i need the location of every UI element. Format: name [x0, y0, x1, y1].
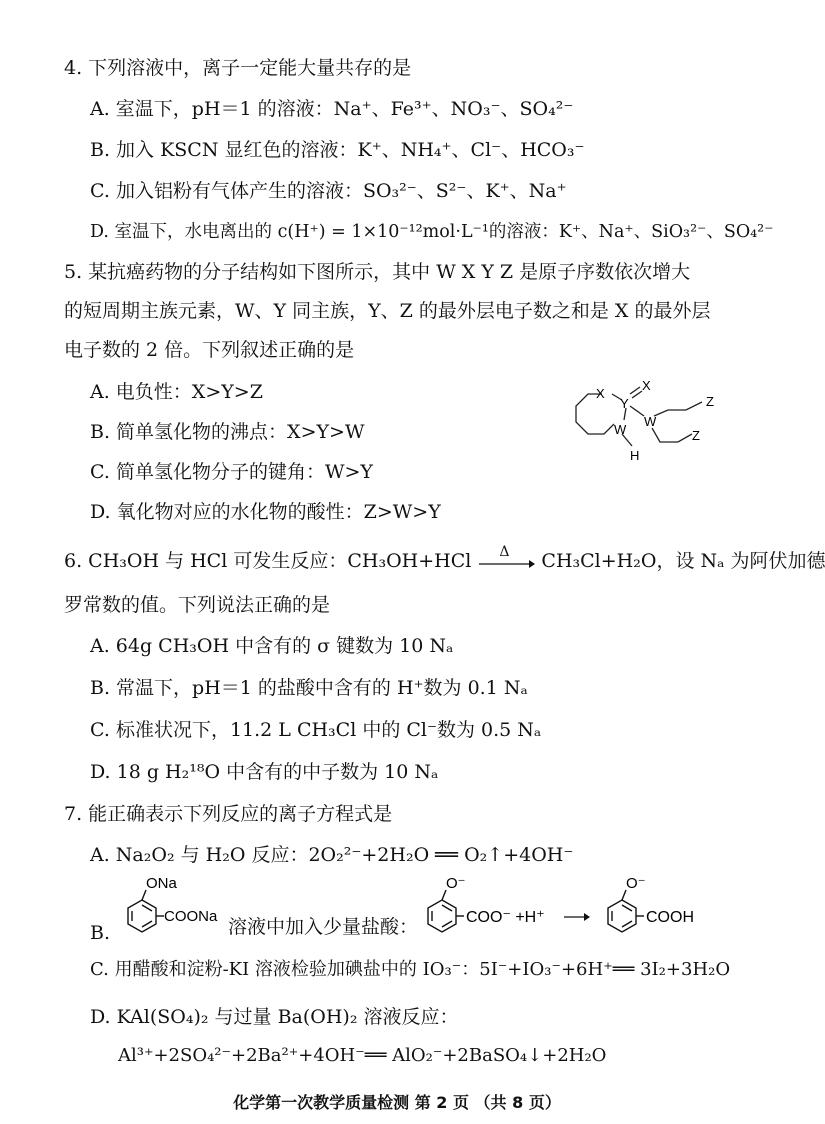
q7-stem: 7. 能正确表示下列反应的离子方程式是 — [64, 803, 393, 825]
atom-z-1: Z — [706, 394, 714, 409]
atom-y: Y — [620, 396, 629, 411]
q5-option-b: B. 简单氢化物的沸点：X>Y>W — [90, 421, 365, 443]
benzene-ring-3 — [592, 872, 702, 944]
molecular-structure-diagram — [560, 372, 730, 467]
arrow-icon — [477, 549, 535, 575]
q7-option-d-1: D. KAl(SO₄)₂ 与过量 Ba(OH)₂ 溶液反应： — [90, 1006, 459, 1028]
reaction-arrow — [477, 544, 535, 575]
benzene-ring-2 — [412, 872, 592, 944]
q4-option-c: C. 加入铝粉有气体产生的溶液：SO₃²⁻、S²⁻、K⁺、Na⁺ — [90, 180, 567, 202]
q7-option-a: A. Na₂O₂ 与 H₂O 反应：2O₂²⁻+2H₂O ══ O₂↑+4OH⁻ — [90, 844, 574, 866]
atom-h: H — [630, 448, 640, 463]
substituent-cooh: COOH — [646, 909, 694, 926]
atom-w-1: W — [614, 422, 627, 437]
atom-x-1: X — [596, 386, 605, 401]
q6-stem-2: 罗常数的值。下列说法正确的是 — [64, 594, 331, 616]
substituent-o-minus-1: O⁻ — [446, 875, 466, 892]
substituent-o-minus-2: O⁻ — [626, 875, 646, 892]
q6-stem-1-post: CH₃Cl+H₂O，设 Nₐ 为阿伏加德 — [541, 550, 825, 572]
q4-option-d: D. 室温下，水电离出的 c(H⁺) = 1×10⁻¹²mol·L⁻¹的溶液：K⁺、Na⁺、SiO₃²⁻、SO₄²⁻ — [90, 222, 774, 242]
substituent-coo-minus: COO⁻ +H⁺ — [466, 909, 545, 926]
q6-option-c: C. 标准状况下，11.2 L CH₃Cl 中的 Cl⁻数为 0.5 Nₐ — [90, 719, 542, 741]
atom-w-2: W — [644, 414, 657, 429]
q6-option-d: D. 18 g H₂¹⁸O 中含有的中子数为 10 Nₐ — [90, 761, 439, 783]
q4-option-b: B. 加入 KSCN 显红色的溶液：K⁺、NH₄⁺、Cl⁻、HCO₃⁻ — [90, 139, 585, 161]
q7-option-b-label: B. — [90, 922, 111, 944]
q5-stem-3: 电子数的 2 倍。下列叙述正确的是 — [64, 339, 355, 361]
q6-option-a: A. 64g CH₃OH 中含有的 σ 键数为 10 Nₐ — [90, 635, 454, 657]
q6-stem-1 — [64, 544, 825, 575]
q6-option-b: B. 常温下，pH＝1 的盐酸中含有的 H⁺数为 0.1 Nₐ — [90, 677, 528, 699]
q7-option-b-text: 溶液中加入少量盐酸： — [228, 916, 419, 938]
substituent-ona: ONa — [146, 875, 177, 892]
atom-z-2: Z — [692, 428, 700, 443]
q5-option-a: A. 电负性：X>Y>Z — [90, 381, 263, 403]
q5-option-c: C. 简单氢化物分子的键角：W>Y — [90, 461, 373, 483]
q7-option-d-2: Al³⁺+2SO₄²⁻+2Ba²⁺+4OH⁻══ AlO₂⁻+2BaSO₄↓+2H₂O — [118, 1045, 607, 1066]
q5-stem-2: 的短周期主族元素，W、Y 同主族，Y、Z 的最外层电子数之和是 X 的最外层 — [64, 300, 711, 322]
substituent-coona: COONa — [164, 908, 218, 925]
q4-stem: 4. 下列溶液中，离子一定能大量共存的是 — [64, 57, 412, 79]
q6-stem-1-pre: 6. CH₃OH 与 HCl 可发生反应：CH₃OH+HCl — [64, 550, 472, 572]
q4-option-a: A. 室温下，pH＝1 的溶液：Na⁺、Fe³⁺、NO₃⁻、SO₄²⁻ — [90, 98, 574, 120]
atom-x-2: X — [642, 378, 651, 393]
q5-option-d: D. 氧化物对应的水化物的酸性：Z>W>Y — [90, 501, 441, 523]
delta-symbol: Δ — [499, 544, 510, 560]
benzene-ring-1 — [112, 872, 218, 944]
page-footer: 化学第一次教学质量检测 第 2 页 （共 8 页） — [233, 1093, 561, 1112]
q7-option-c: C. 用醋酸和淀粉-KI 溶液检验加碘盐中的 IO₃⁻：5I⁻+IO₃⁻+6H⁺══ 3I₂+3H₂O — [90, 959, 731, 980]
q5-stem-1: 5. 某抗癌药物的分子结构如下图所示，其中 W X Y Z 是原子序数依次增大 — [64, 261, 691, 283]
